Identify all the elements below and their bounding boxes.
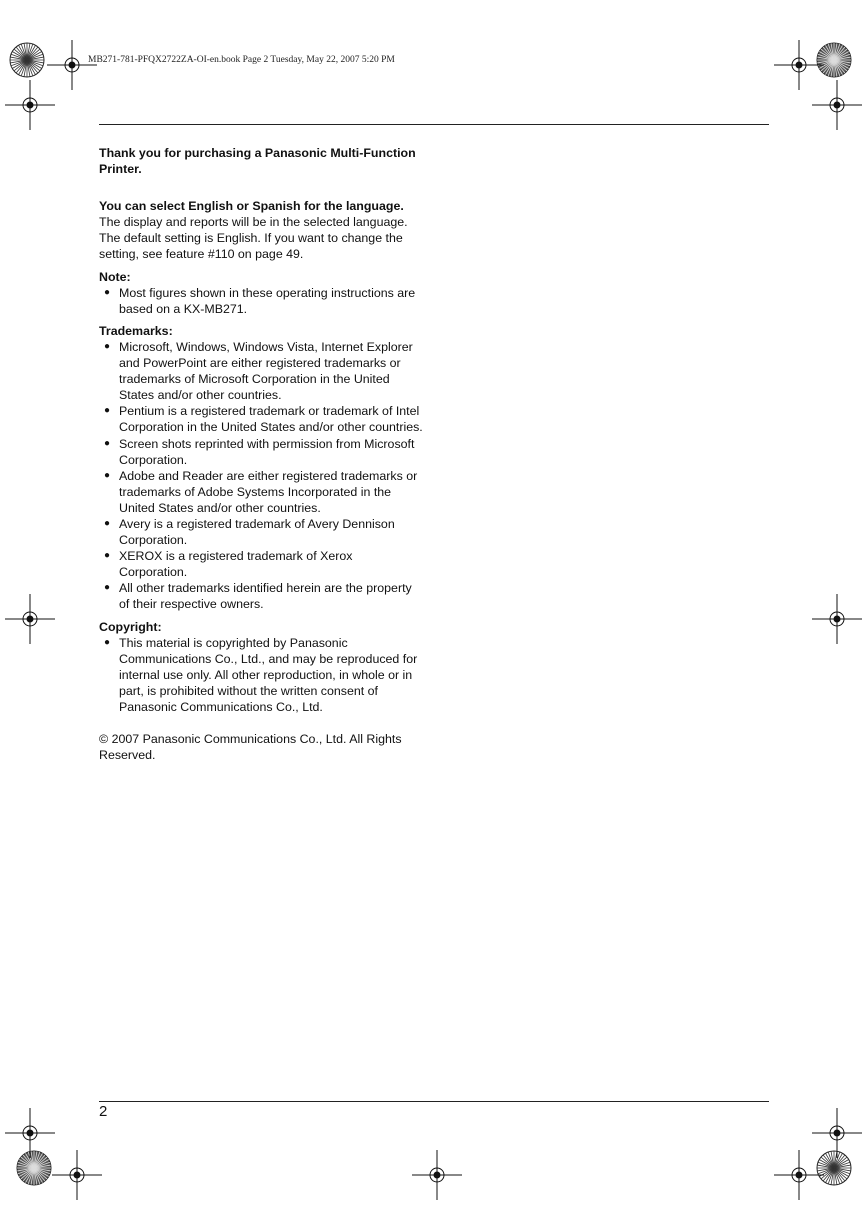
crosshair-icon: [412, 1150, 462, 1200]
crosshair-icon: [774, 1150, 824, 1200]
list-item: ● Avery is a registered trademark of Avery Dennison Corporation.: [99, 516, 424, 548]
list-item: ● XEROX is a registered trademark of Xerox Corporation.: [99, 548, 424, 580]
list-item: ● Most figures shown in these operating instructions are based on a KX-MB271.: [99, 285, 424, 317]
copyright-list: [99, 635, 424, 715]
crosshair-icon: [52, 1150, 102, 1200]
list-item: ● This material is copyrighted by Panasonic Communications Co., Ltd., and may be reproduced for internal use only. All other reproduction, in whole or in part, is prohibited without the written consent of Panasonic Communications Co., Ltd.: [99, 635, 424, 715]
list-item: ● Pentium is a registered trademark or trademark of Intel Corporation in the United States and/or other countries.: [99, 403, 424, 435]
copyright-heading: Copyright:: [99, 619, 162, 634]
list-item: ● Screen shots reprinted with permission from Microsoft Corporation.: [99, 436, 424, 468]
crosshair-icon: [5, 594, 55, 644]
crosshair-icon: [812, 80, 862, 130]
list-item: ● Microsoft, Windows, Windows Vista, Internet Explorer and PowerPoint are either registered trademarks or trademarks of Microsoft Corporation in the United States and/or other countries.: [99, 339, 424, 403]
intro-text: Thank you for purchasing a Panasonic Multi-Function Printer.: [99, 146, 416, 177]
crosshair-icon: [812, 594, 862, 644]
note-list: [99, 285, 424, 317]
crosshair-icon: [5, 1108, 55, 1158]
crosshair-icon: [5, 80, 55, 130]
copyright-notice: © 2007 Panasonic Communications Co., Ltd. All Rights Reserved.: [99, 732, 402, 763]
page-content: [99, 145, 424, 763]
trademark-list: [99, 339, 424, 613]
list-item: ● All other trademarks identified herein are the property of their respective owners.: [99, 580, 424, 612]
bottom-rule: [99, 1101, 769, 1102]
book-info-header: MB271-781-PFQX2722ZA-OI-en.book Page 2 Tuesday, May 22, 2007 5:20 PM: [88, 55, 395, 65]
top-rule: [99, 124, 769, 125]
language-heading: You can select English or Spanish for the language.: [99, 199, 404, 214]
note-heading: Note:: [99, 269, 131, 284]
page-number: 2: [99, 1103, 108, 1120]
rosette-icon: [5, 40, 49, 84]
list-item: ● Adobe and Reader are either registered trademarks or trademarks of Adobe Systems Incorporated in the United States and/or other countries.: [99, 468, 424, 516]
language-text: The display and reports will be in the selected language. The default setting is English. If you want to change the setting, see feature #110 on page 49.: [99, 215, 408, 262]
trademarks-heading: Trademarks:: [99, 323, 173, 338]
registration-mark-top-left: [5, 40, 49, 84]
